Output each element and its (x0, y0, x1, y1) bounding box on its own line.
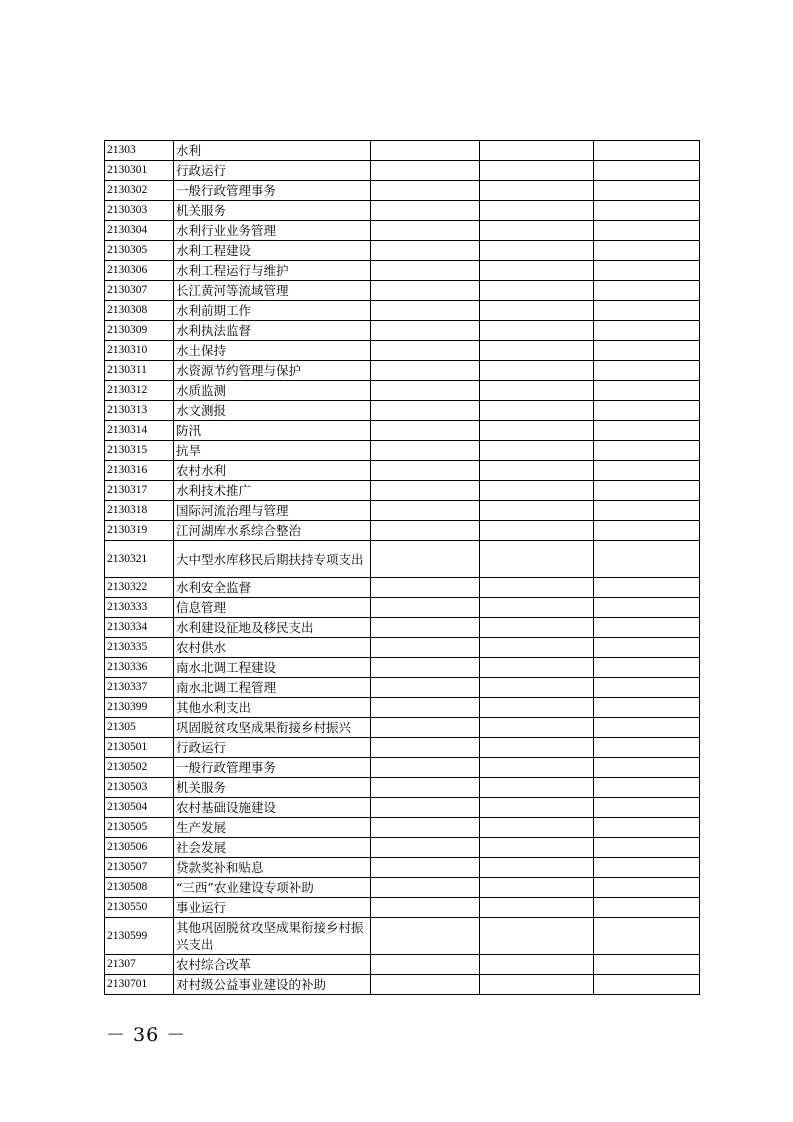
amount-cell (371, 261, 480, 281)
amount-cell (594, 221, 700, 241)
subject-code-cell: 2130301 (105, 161, 174, 181)
amount-cell (371, 955, 480, 975)
amount-cell (371, 838, 480, 858)
amount-cell (594, 461, 700, 481)
amount-cell (594, 918, 700, 955)
amount-cell (594, 501, 700, 521)
amount-cell (594, 898, 700, 918)
amount-cell (371, 778, 480, 798)
amount-cell (594, 955, 700, 975)
amount-cell (371, 718, 480, 738)
amount-cell (594, 578, 700, 598)
amount-cell (371, 738, 480, 758)
subject-code-cell: 21305 (105, 718, 174, 738)
table-row (105, 501, 700, 521)
amount-cell (480, 738, 594, 758)
amount-cell (480, 578, 594, 598)
amount-cell (371, 421, 480, 441)
subject-name-cell: 长江黄河等流域管理 (174, 281, 371, 301)
amount-cell (480, 798, 594, 818)
amount-cell (594, 141, 700, 161)
table-row (105, 141, 700, 161)
amount-cell (480, 301, 594, 321)
table-row (105, 481, 700, 501)
amount-cell (594, 541, 700, 578)
subject-code-cell: 2130302 (105, 181, 174, 201)
amount-cell (480, 481, 594, 501)
table-row (105, 718, 700, 738)
table-row (105, 738, 700, 758)
subject-name-cell: 国际河流治理与管理 (174, 501, 371, 521)
amount-cell (480, 778, 594, 798)
amount-cell (371, 301, 480, 321)
table-row (105, 578, 700, 598)
table-row (105, 678, 700, 698)
subject-code-cell: 2130399 (105, 698, 174, 718)
table-row (105, 241, 700, 261)
subject-name-cell: 其他巩固脱贫攻坚成果衔接乡村振兴支出 (174, 918, 371, 955)
subject-name-cell: 南水北调工程建设 (174, 658, 371, 678)
amount-cell (371, 201, 480, 221)
subject-code-cell: 21307 (105, 955, 174, 975)
amount-cell (480, 758, 594, 778)
amount-cell (480, 221, 594, 241)
table-row (105, 461, 700, 481)
subject-code-cell: 2130308 (105, 301, 174, 321)
amount-cell (371, 221, 480, 241)
amount-cell (594, 818, 700, 838)
amount-cell (371, 638, 480, 658)
subject-code-cell: 21303 (105, 141, 174, 161)
amount-cell (594, 161, 700, 181)
amount-cell (594, 301, 700, 321)
subject-name-cell: 一般行政管理事务 (174, 758, 371, 778)
amount-cell (371, 975, 480, 995)
subject-code-cell: 2130701 (105, 975, 174, 995)
subject-name-cell: 水利安全监督 (174, 578, 371, 598)
amount-cell (371, 241, 480, 261)
amount-cell (480, 818, 594, 838)
amount-cell (371, 501, 480, 521)
amount-cell (594, 441, 700, 461)
table-row (105, 798, 700, 818)
subject-name-cell: 贷款奖补和贴息 (174, 858, 371, 878)
table-row (105, 281, 700, 301)
subject-code-cell: 2130322 (105, 578, 174, 598)
amount-cell (371, 541, 480, 578)
subject-code-cell: 2130317 (105, 481, 174, 501)
amount-cell (480, 421, 594, 441)
amount-cell (594, 181, 700, 201)
subject-name-cell: 大中型水库移民后期扶持专项支出 (174, 541, 371, 578)
table-row (105, 638, 700, 658)
amount-cell (371, 878, 480, 898)
amount-cell (480, 955, 594, 975)
table-row (105, 918, 700, 955)
subject-code-cell: 2130507 (105, 858, 174, 878)
amount-cell (371, 598, 480, 618)
amount-cell (594, 838, 700, 858)
amount-cell (480, 718, 594, 738)
subject-code-cell: 2130505 (105, 818, 174, 838)
amount-cell (480, 281, 594, 301)
table-row (105, 441, 700, 461)
amount-cell (480, 161, 594, 181)
amount-cell (371, 161, 480, 181)
subject-code-cell: 2130506 (105, 838, 174, 858)
subject-name-cell: 水利建设征地及移民支出 (174, 618, 371, 638)
amount-cell (480, 501, 594, 521)
amount-cell (594, 261, 700, 281)
subject-code-cell: 2130508 (105, 878, 174, 898)
subject-name-cell: 信息管理 (174, 598, 371, 618)
subject-name-cell: 事业运行 (174, 898, 371, 918)
amount-cell (594, 401, 700, 421)
amount-cell (594, 281, 700, 301)
table-row (105, 221, 700, 241)
table-row (105, 261, 700, 281)
subject-code-cell: 2130315 (105, 441, 174, 461)
subject-name-cell: 防汛 (174, 421, 371, 441)
amount-cell (480, 918, 594, 955)
table-row (105, 181, 700, 201)
amount-cell (594, 858, 700, 878)
amount-cell (480, 838, 594, 858)
amount-cell (594, 241, 700, 261)
amount-cell (480, 321, 594, 341)
subject-code-cell: 2130306 (105, 261, 174, 281)
table-row (105, 698, 700, 718)
amount-cell (594, 975, 700, 995)
amount-cell (594, 658, 700, 678)
table-row (105, 541, 700, 578)
subject-code-cell: 2130303 (105, 201, 174, 221)
amount-cell (371, 698, 480, 718)
subject-code-cell: 2130504 (105, 798, 174, 818)
amount-cell (371, 858, 480, 878)
amount-cell (480, 361, 594, 381)
amount-cell (480, 598, 594, 618)
amount-cell (480, 181, 594, 201)
table-row (105, 161, 700, 181)
amount-cell (480, 461, 594, 481)
table-row (105, 858, 700, 878)
table-row (105, 301, 700, 321)
amount-cell (371, 341, 480, 361)
amount-cell (371, 361, 480, 381)
amount-cell (480, 858, 594, 878)
amount-cell (594, 718, 700, 738)
subject-code-cell: 2130316 (105, 461, 174, 481)
subject-name-cell: 行政运行 (174, 161, 371, 181)
subject-name-cell: 水利前期工作 (174, 301, 371, 321)
amount-cell (594, 341, 700, 361)
amount-cell (371, 758, 480, 778)
table-row (105, 421, 700, 441)
amount-cell (480, 381, 594, 401)
table-row (105, 898, 700, 918)
subject-name-cell: 生产发展 (174, 818, 371, 838)
subject-code-cell: 2130307 (105, 281, 174, 301)
subject-name-cell: 农村基础设施建设 (174, 798, 371, 818)
table-row (105, 758, 700, 778)
amount-cell (594, 758, 700, 778)
amount-cell (480, 618, 594, 638)
amount-cell (594, 201, 700, 221)
table-row (105, 401, 700, 421)
subject-name-cell: 水利技术推广 (174, 481, 371, 501)
subject-code-cell: 2130312 (105, 381, 174, 401)
amount-cell (480, 541, 594, 578)
subject-name-cell: 水文测报 (174, 401, 371, 421)
amount-cell (594, 878, 700, 898)
subject-code-cell: 2130550 (105, 898, 174, 918)
amount-cell (480, 401, 594, 421)
amount-cell (480, 975, 594, 995)
amount-cell (371, 521, 480, 541)
subject-name-cell: 农村供水 (174, 638, 371, 658)
page-number: － 36 － (106, 1024, 187, 1046)
subject-code-cell: 2130337 (105, 678, 174, 698)
amount-cell (371, 618, 480, 638)
amount-cell (594, 678, 700, 698)
subject-name-cell: 机关服务 (174, 201, 371, 221)
amount-cell (480, 698, 594, 718)
table-row (105, 658, 700, 678)
subject-name-cell: 水利工程建设 (174, 241, 371, 261)
subject-code-cell: 2130335 (105, 638, 174, 658)
subject-name-cell: “三西”农业建设专项补助 (174, 878, 371, 898)
amount-cell (371, 678, 480, 698)
subject-name-cell: 农村水利 (174, 461, 371, 481)
table-row (105, 598, 700, 618)
table-row (105, 381, 700, 401)
table-row (105, 778, 700, 798)
subject-name-cell: 水利工程运行与维护 (174, 261, 371, 281)
amount-cell (594, 598, 700, 618)
subject-name-cell: 机关服务 (174, 778, 371, 798)
amount-cell (480, 441, 594, 461)
subject-name-cell: 农村综合改革 (174, 955, 371, 975)
subject-name-cell: 水土保持 (174, 341, 371, 361)
amount-cell (594, 738, 700, 758)
subject-code-cell: 2130599 (105, 918, 174, 955)
amount-cell (594, 321, 700, 341)
subject-code-cell: 2130333 (105, 598, 174, 618)
amount-cell (594, 638, 700, 658)
amount-cell (480, 521, 594, 541)
amount-cell (480, 241, 594, 261)
amount-cell (480, 878, 594, 898)
table-row (105, 341, 700, 361)
subject-code-cell: 2130309 (105, 321, 174, 341)
subject-name-cell: 水资源节约管理与保护 (174, 361, 371, 381)
amount-cell (371, 578, 480, 598)
table-row (105, 818, 700, 838)
subject-code-cell: 2130311 (105, 361, 174, 381)
subject-name-cell: 其他水利支出 (174, 698, 371, 718)
amount-cell (594, 698, 700, 718)
subject-name-cell: 水利执法监督 (174, 321, 371, 341)
subject-name-cell: 社会发展 (174, 838, 371, 858)
subject-code-cell: 2130318 (105, 501, 174, 521)
table-row (105, 201, 700, 221)
amount-cell (594, 481, 700, 501)
subject-code-cell: 2130305 (105, 241, 174, 261)
subject-name-cell: 南水北调工程管理 (174, 678, 371, 698)
amount-cell (594, 778, 700, 798)
amount-cell (594, 421, 700, 441)
subject-name-cell: 对村级公益事业建设的补助 (174, 975, 371, 995)
amount-cell (371, 141, 480, 161)
amount-cell (480, 678, 594, 698)
subject-code-cell: 2130503 (105, 778, 174, 798)
table-row (105, 618, 700, 638)
amount-cell (594, 618, 700, 638)
amount-cell (594, 381, 700, 401)
subject-name-cell: 江河湖库水系综合整治 (174, 521, 371, 541)
amount-cell (594, 798, 700, 818)
amount-cell (371, 658, 480, 678)
table-row (105, 955, 700, 975)
table-row (105, 321, 700, 341)
amount-cell (371, 401, 480, 421)
table-row (105, 975, 700, 995)
amount-cell (480, 898, 594, 918)
budget-table (104, 140, 700, 995)
subject-code-cell: 2130314 (105, 421, 174, 441)
amount-cell (371, 441, 480, 461)
subject-name-cell: 一般行政管理事务 (174, 181, 371, 201)
amount-cell (371, 281, 480, 301)
amount-cell (371, 321, 480, 341)
subject-name-cell: 行政运行 (174, 738, 371, 758)
amount-cell (371, 798, 480, 818)
amount-cell (371, 818, 480, 838)
subject-code-cell: 2130321 (105, 541, 174, 578)
subject-code-cell: 2130304 (105, 221, 174, 241)
amount-cell (371, 181, 480, 201)
subject-code-cell: 2130310 (105, 341, 174, 361)
subject-code-cell: 2130334 (105, 618, 174, 638)
subject-code-cell: 2130502 (105, 758, 174, 778)
table-row (105, 878, 700, 898)
subject-name-cell: 巩固脱贫攻坚成果衔接乡村振兴 (174, 718, 371, 738)
amount-cell (480, 261, 594, 281)
table-row (105, 521, 700, 541)
subject-name-cell: 抗旱 (174, 441, 371, 461)
table-row (105, 361, 700, 381)
amount-cell (480, 638, 594, 658)
amount-cell (371, 381, 480, 401)
table-row (105, 838, 700, 858)
subject-name-cell: 水质监测 (174, 381, 371, 401)
subject-code-cell: 2130313 (105, 401, 174, 421)
subject-name-cell: 水利 (174, 141, 371, 161)
amount-cell (480, 201, 594, 221)
amount-cell (480, 658, 594, 678)
amount-cell (480, 141, 594, 161)
subject-code-cell: 2130336 (105, 658, 174, 678)
amount-cell (371, 481, 480, 501)
amount-cell (371, 461, 480, 481)
amount-cell (480, 341, 594, 361)
subject-code-cell: 2130501 (105, 738, 174, 758)
amount-cell (371, 918, 480, 955)
subject-name-cell: 水利行业业务管理 (174, 221, 371, 241)
amount-cell (594, 361, 700, 381)
table-body (105, 141, 700, 995)
amount-cell (594, 521, 700, 541)
subject-code-cell: 2130319 (105, 521, 174, 541)
amount-cell (371, 898, 480, 918)
